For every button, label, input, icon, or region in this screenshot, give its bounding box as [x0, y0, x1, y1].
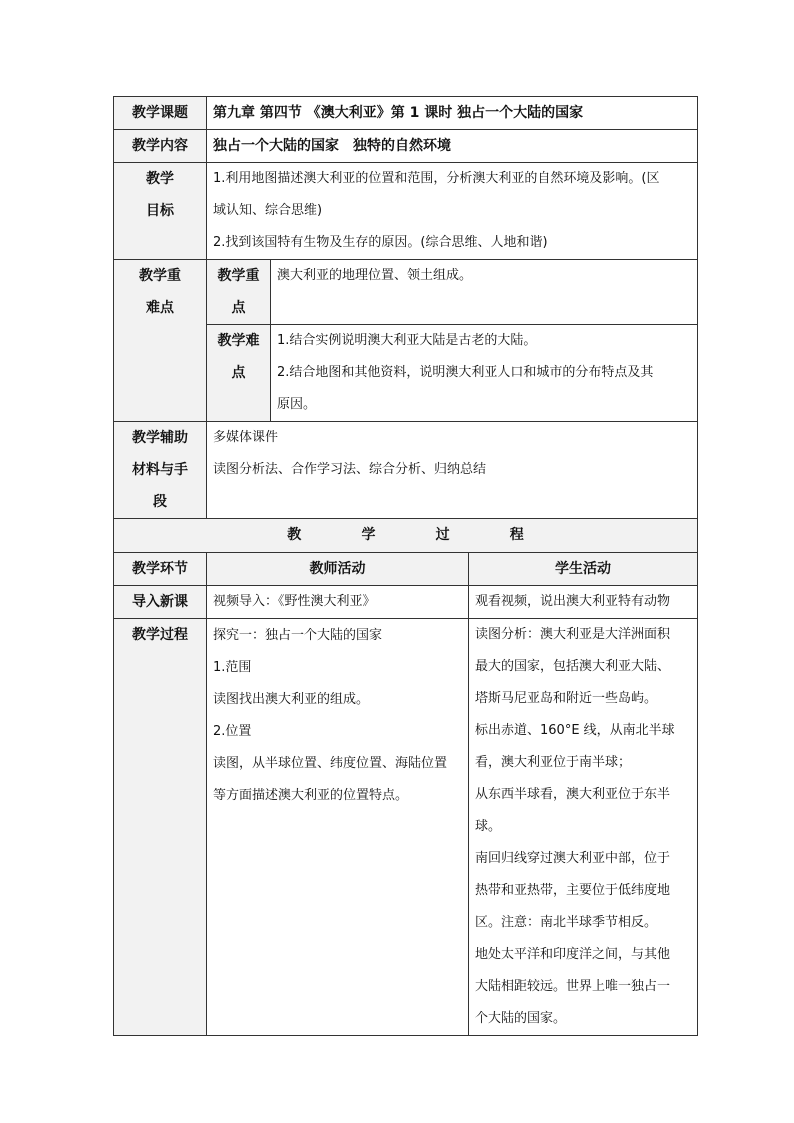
row-content [114, 130, 698, 163]
lesson-plan-table [113, 96, 698, 1036]
intro-teacher: 视频导入：《野性澳大利亚》 [207, 586, 469, 619]
row-focus [114, 260, 698, 325]
process-title-char: 程 [509, 527, 524, 543]
row-topic [114, 97, 698, 130]
teacher-line: 读图找出澳大利亚的组成。 [213, 692, 370, 707]
teacher-line: 2.位置 [213, 724, 252, 739]
header-teacher: 教师活动 [207, 553, 469, 586]
difficulty-line: 1.结合实例说明澳大利亚大陆是古老的大陆。 [277, 333, 537, 348]
student-line: 大陆相距较远。世界上唯一独占一 [475, 979, 671, 994]
focus-label [207, 260, 271, 325]
row-aids [114, 422, 698, 519]
content-value: 独占一个大陆的国家 独特的自然环境 [207, 130, 698, 163]
difficulty-label [207, 325, 271, 422]
focus-label-line: 教学重 [217, 268, 260, 284]
row-process-headers [114, 553, 698, 586]
student-line: 南回归线穿过澳大利亚中部，位于 [475, 851, 671, 866]
topic-value: 第九章 第四节 《澳大利亚》第 1 课时 独占一个大陆的国家 [207, 97, 698, 130]
aids-label-line: 教学辅助 [132, 430, 188, 446]
student-line: 标出赤道、160°E 线，从南北半球 [475, 723, 675, 738]
header-student: 学生活动 [469, 553, 698, 586]
student-line: 从东西半球看，澳大利亚位于东半 [475, 787, 671, 802]
header-stage: 教学环节 [114, 553, 207, 586]
aids-label-line: 段 [153, 494, 167, 510]
goals-label-line: 目标 [146, 203, 174, 219]
key-points-label-line: 难点 [146, 300, 174, 316]
row-goals [114, 163, 698, 260]
difficulty-value [271, 325, 698, 422]
goals-line: 域认知、综合思维) [213, 203, 323, 218]
topic-label: 教学课题 [114, 97, 207, 130]
process-title-char: 教 [287, 527, 302, 543]
aids-label-line: 材料与手 [132, 462, 188, 478]
process-title-char: 过 [435, 527, 450, 543]
key-points-label [114, 260, 207, 422]
main-teacher [207, 619, 469, 1036]
row-main-process [114, 619, 698, 1036]
difficulty-line: 原因。 [277, 397, 317, 412]
main-stage: 教学过程 [114, 619, 207, 1036]
focus-label-line: 点 [231, 300, 246, 316]
intro-stage: 导入新课 [114, 586, 207, 619]
student-line: 塔斯马尼亚岛和附近一些岛屿。 [475, 691, 658, 706]
focus-line: 澳大利亚的地理位置、领土组成。 [277, 268, 473, 283]
teacher-line: 探究一：独占一个大陆的国家 [213, 628, 383, 643]
student-line: 看，澳大利亚位于南半球； [475, 755, 632, 770]
teacher-line: 1.范围 [213, 660, 252, 675]
student-line: 读图分析：澳大利亚是大洋洲面积 [475, 627, 671, 642]
aids-value [207, 422, 698, 519]
goals-label-line: 教学 [146, 171, 174, 187]
teacher-line: 读图，从半球位置、纬度位置、海陆位置 [213, 756, 448, 771]
goals-label [114, 163, 207, 260]
aids-line: 多媒体课件 [213, 430, 279, 445]
key-points-label-line: 教学重 [139, 268, 181, 284]
difficulty-label-line: 点 [231, 365, 246, 381]
difficulty-label-line: 教学难 [217, 333, 260, 349]
student-line: 区。注意：南北半球季节相反。 [475, 915, 658, 930]
process-title [114, 519, 698, 553]
goals-line: 1.利用地图描述澳大利亚的位置和范围，分析澳大利亚的自然环境及影响。(区 [213, 171, 660, 186]
process-title-char: 学 [361, 527, 376, 543]
student-line: 最大的国家，包括澳大利亚大陆、 [475, 659, 671, 674]
aids-line: 读图分析法、合作学习法、综合分析、归纳总结 [213, 462, 487, 477]
difficulty-line: 2.结合地图和其他资料，说明澳大利亚人口和城市的分布特点及其 [277, 365, 654, 380]
row-intro [114, 586, 698, 619]
teacher-line: 等方面描述澳大利亚的位置特点。 [213, 788, 409, 803]
student-line: 球。 [475, 819, 502, 834]
aids-label [114, 422, 207, 519]
goals-line: 2.找到该国特有生物及生存的原因。(综合思维、人地和谐) [213, 235, 548, 250]
intro-student: 观看视频，说出澳大利亚特有动物 [469, 586, 698, 619]
student-line: 地处太平洋和印度洋之间，与其他 [475, 947, 671, 962]
row-process-title [114, 519, 698, 553]
student-line: 个大陆的国家。 [475, 1011, 567, 1026]
main-student [469, 619, 698, 1036]
student-line: 热带和亚热带，主要位于低纬度地 [475, 883, 671, 898]
goals-value [207, 163, 698, 260]
content-label: 教学内容 [114, 130, 207, 163]
focus-value [271, 260, 698, 325]
